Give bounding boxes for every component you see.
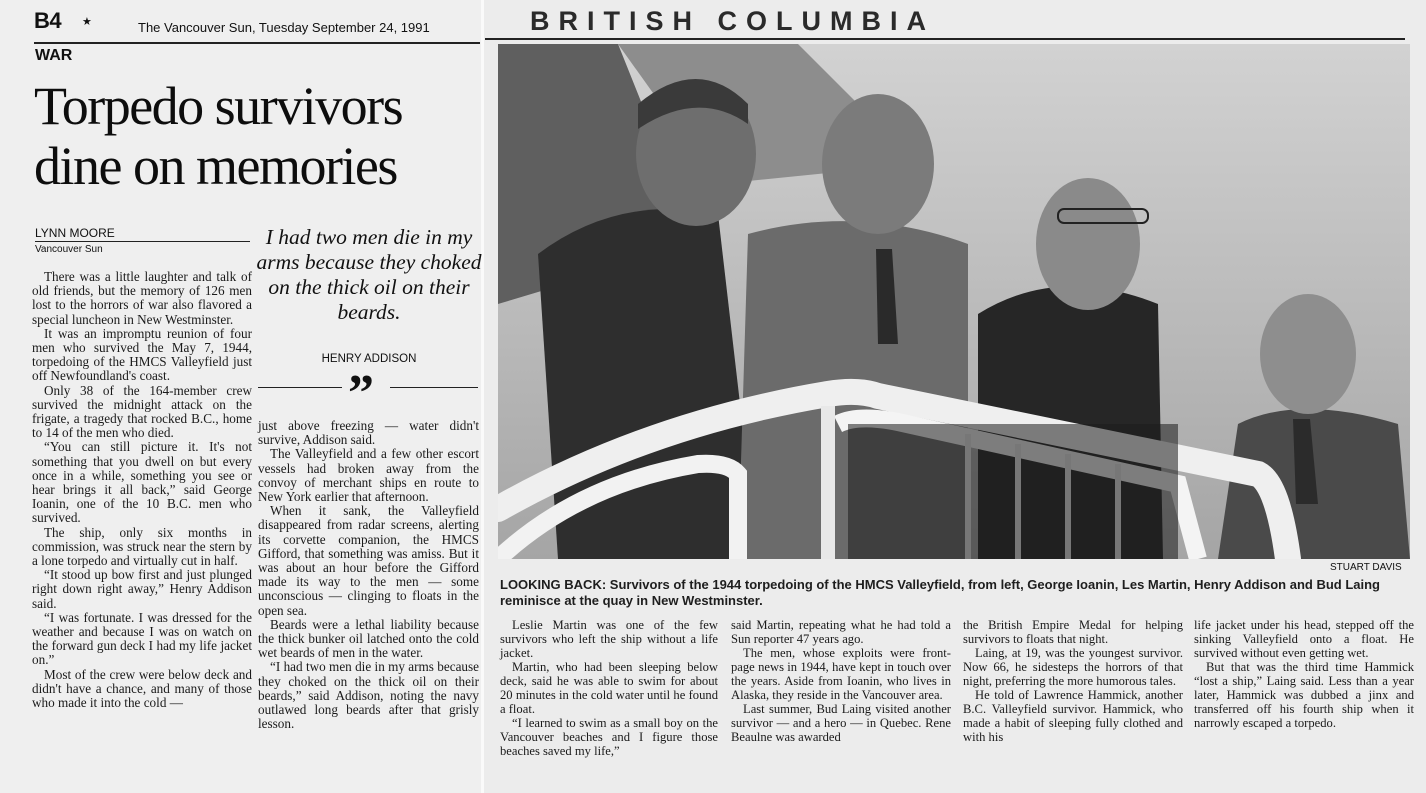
article-column-3 <box>500 618 718 758</box>
paper-date: The Vancouver Sun, Tuesday September 24, 1991 <box>138 20 430 35</box>
photo-credit: STUART DAVIS <box>1330 562 1402 573</box>
paragraph: Martin, who had been sleeping below deck, said he was able to swim for about 20 minutes in the cold water until he found a float. <box>500 660 718 716</box>
clipping-seam <box>481 0 484 793</box>
pull-quote-rule-right <box>390 387 478 388</box>
paragraph: life jacket under his head, stepped off the sinking Valleyfield onto a float. He survived without even getting wet. <box>1194 618 1414 660</box>
paragraph: “I learned to swim as a small boy on the Vancouver beaches and I figure those beaches saved my life,” <box>500 716 718 758</box>
article-column-4 <box>731 618 951 744</box>
photo-caption: LOOKING BACK: Survivors of the 1944 torpedoing of the HMCS Valleyfield, from left, George Ioanin, Les Martin, Henry Addison and Bud Laing reminisce at the quay in New Westminster. <box>500 577 1381 608</box>
paragraph: Only 38 of the 164-member crew survived the midnight attack on the frigate, a tragedy that rocked B.C., home to 14 of the men who died. <box>32 382 252 441</box>
star-icon: ★ <box>82 16 92 28</box>
paragraph: When it sank, the Valleyfield disappeared from radar screens, alerting its corvette companion, the HMCS Gifford, that something was amiss. But it was about an hour before the Gifford made its way to the men — some unconscious — clinging to floats in the open sea. <box>258 503 479 618</box>
paragraph: The ship, only six months in commission, was struck near the stern by a lone torpedo and virtually cut in half. <box>32 524 252 569</box>
headline-line-1: Torpedo survivors <box>34 76 403 136</box>
paragraph: “I was fortunate. I was dressed for the weather and because I was on watch on the forward gun deck I had my life jacket on.” <box>32 609 252 668</box>
article-column-2 <box>258 419 479 731</box>
paragraph: But that was the third time Hammick “lost a ship,” Laing said. Less than a year later, Hammick was dubbed a jinx and transferred off his fourth ship when it narrowly escaped a torpedo. <box>1194 660 1414 730</box>
paragraph: Last summer, Bud Laing visited another survivor — and a hero — in Quebec. Rene Beaulne was awarded <box>731 702 951 744</box>
paragraph: “I had two men die in my arms because they choked on the thick oil on their beards,” said Addison, noting the navy outlawed long beards after that grisly lesson. <box>258 659 479 732</box>
paragraph: The Valleyfield and a few other escort vessels had broken away from the convoy of merchant ships en route to New York earlier that afternoon. <box>258 446 479 505</box>
photo-illustration <box>498 44 1410 559</box>
paragraph: the British Empire Medal for helping survivors to floats that night. <box>963 618 1183 646</box>
paragraph: “You can still picture it. It's not something that you dwell on but every once in a while, something you see or hear brings it all back,” said George Ioanin, one of the 10 B.C. men who survived. <box>32 439 252 526</box>
paragraph: Leslie Martin was one of the few survivors who left the ship without a life jacket. <box>500 618 718 660</box>
pull-quote-rule-left <box>258 387 342 388</box>
section-title: BRITISH COLUMBIA <box>530 6 935 36</box>
paragraph: Most of the crew were below deck and didn't have a chance, and many of those who made it into the cold — <box>32 666 252 711</box>
paragraph: Laing, at 19, was the youngest survivor. Now 66, he sidesteps the horrors of that night, preferring the more humorous tales. <box>963 646 1183 688</box>
page-label: B4 <box>34 8 62 33</box>
paragraph: just above freezing — water didn't survive, Addison said. <box>258 418 479 448</box>
headline <box>34 76 480 196</box>
pull-quote: I had two men die in my arms because they choked on the thick oil on their beards. <box>256 225 482 324</box>
paragraph: Beards were a lethal liability because the thick bunker oil latched onto the cold wet beards of men in the water. <box>258 616 479 661</box>
section-rule <box>485 38 1405 40</box>
article-column-1 <box>32 270 252 710</box>
byline-outlet: Vancouver Sun <box>35 244 103 255</box>
paragraph: The men, whose exploits were front-page news in 1944, have kept in touch over the years. Aside from Ioanin, who lives in Alaska, they reside in the Vancouver area. <box>731 646 951 702</box>
masthead-rule <box>34 42 480 44</box>
news-photo <box>498 44 1410 559</box>
paragraph: “It stood up bow first and just plunged right down right away,” Henry Addison said. <box>32 567 252 611</box>
byline-rule <box>35 241 250 242</box>
headline-line-2: dine on memories <box>34 136 397 196</box>
pull-quote-attribution: HENRY ADDISON <box>321 353 417 365</box>
byline-author: LYNN MOORE <box>35 226 115 240</box>
paragraph: There was a little laughter and talk of old friends, but the memory of 126 men lost to the horrors of war also flavored a special luncheon in New Westminster. <box>32 269 252 327</box>
paragraph: It was an impromptu reunion of four men who survived the May 7, 1944, torpedoing of the HMCS Valleyfield just off Newfoundland's coast. <box>32 325 252 384</box>
article-column-6 <box>1194 618 1414 730</box>
article-column-5 <box>963 618 1183 744</box>
paragraph: said Martin, repeating what he had told a Sun reporter 47 years ago. <box>731 618 951 646</box>
kicker: WAR <box>35 47 73 64</box>
quote-mark-icon: ” <box>348 365 374 422</box>
paragraph: He told of Lawrence Hammick, another B.C. Valleyfield survivor. Hammick, who made a habit of sleeping fully clothed and with his <box>963 688 1183 744</box>
